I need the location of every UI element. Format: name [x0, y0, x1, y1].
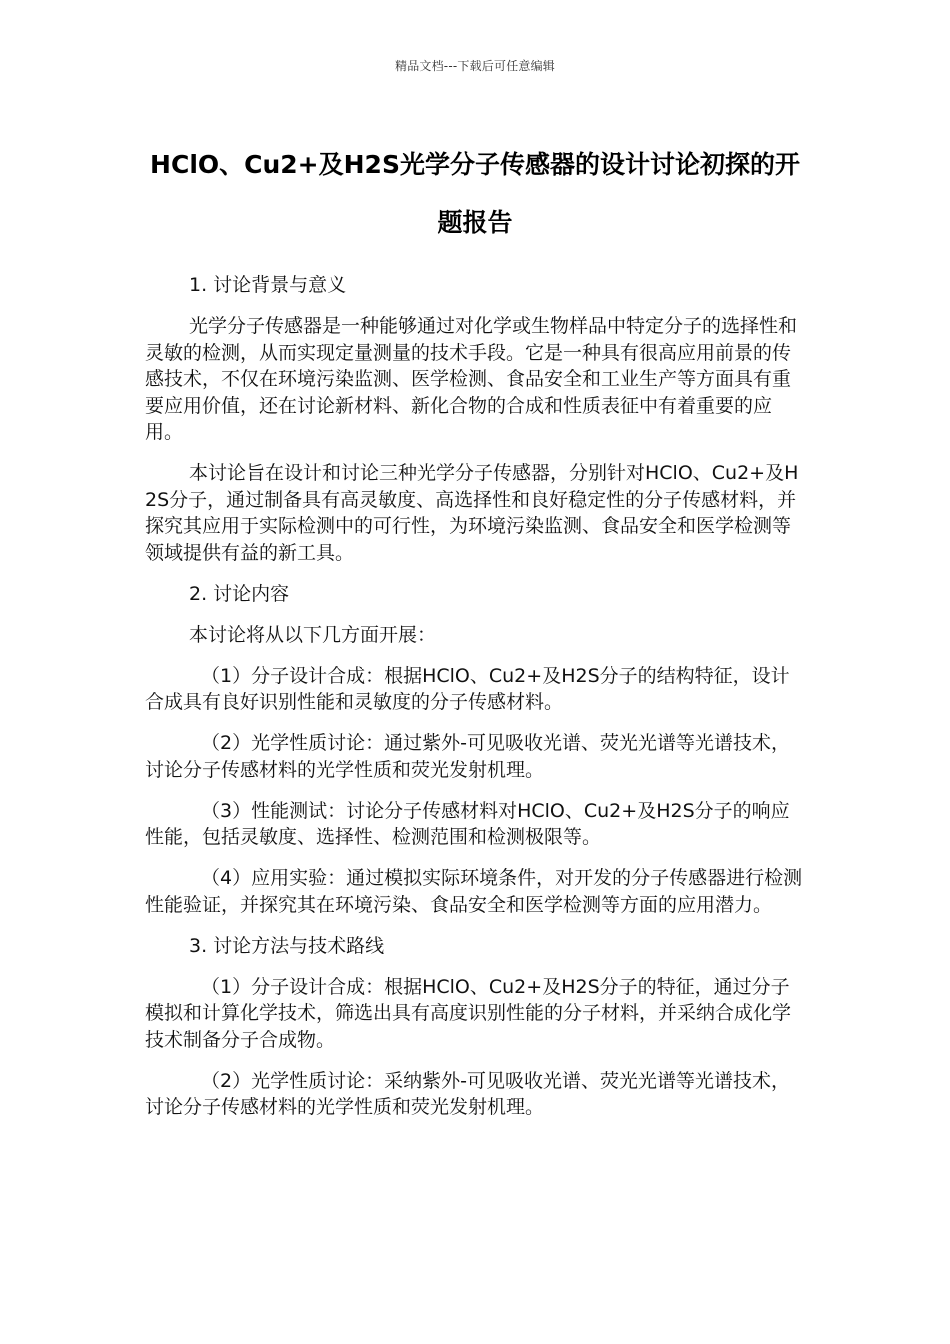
document-body	[145, 272, 805, 1135]
section-heading-1: 1. 讨论背景与意义	[189, 274, 347, 296]
list-item: （1）分子设计合成：根据HClO、Cu2+及H2S分子的结构特征，设计合成具有良好识别性能和灵敏度的分子传感材料。	[145, 664, 790, 713]
page-header: 精品文档---下载后可任意编辑	[395, 59, 555, 73]
body-paragraph: 本讨论将从以下几方面开展：	[189, 623, 437, 646]
section-heading-3: 3. 讨论方法与技术路线	[189, 934, 385, 957]
list-item: （1）分子设计合成：根据HClO、Cu2+及H2S分子的特征，通过分子模拟和计算化学技术，筛选出具有高度识别性能的分子材料，并采纳合成化学技术制备分子合成物。	[145, 975, 792, 1051]
list-item: （4）应用实验：通过模拟实际环境条件，对开发的分子传感器进行检测性能验证，并探究其在环境污染、食品安全和医学检测等方面的应用潜力。	[145, 867, 803, 916]
body-paragraph: 本讨论旨在设计和讨论三种光学分子传感器，分别针对HClO、Cu2+及H2S分子，通过制备具有高灵敏度、高选择性和良好稳定性的分子传感材料，并探究其应用于实际检测中的可行性，为环境污染监测、食品安全和医学检测等领域提供有益的新工具。	[145, 462, 799, 564]
document-title: HClO、Cu2+及H2S光学分子传感器的设计讨论初探的开题报告	[150, 150, 800, 237]
section-heading-2: 2. 讨论内容	[189, 582, 290, 605]
body-paragraph: 光学分子传感器是一种能够通过对化学或生物样品中特定分子的选择性和灵敏的检测，从而实现定量测量的技术手段。它是一种具有很高应用前景的传感技术，不仅在环境污染监测、医学检测、食品安全和工业生产等方面具有重要应用价值，还在讨论新材料、新化合物的合成和性质表征中有着重要的应用。	[145, 315, 798, 443]
list-item: （3）性能测试：讨论分子传感材料对HClO、Cu2+及H2S分子的响应性能，包括灵敏度、选择性、检测范围和检测极限等。	[145, 799, 790, 848]
list-item: （2）光学性质讨论：通过紫外-可见吸收光谱、荧光光谱等光谱技术，讨论分子传感材料的光学性质和荧光发射机理。	[145, 732, 790, 781]
list-item: （2）光学性质讨论：采纳紫外-可见吸收光谱、荧光光谱等光谱技术，讨论分子传感材料的光学性质和荧光发射机理。	[145, 1069, 790, 1118]
